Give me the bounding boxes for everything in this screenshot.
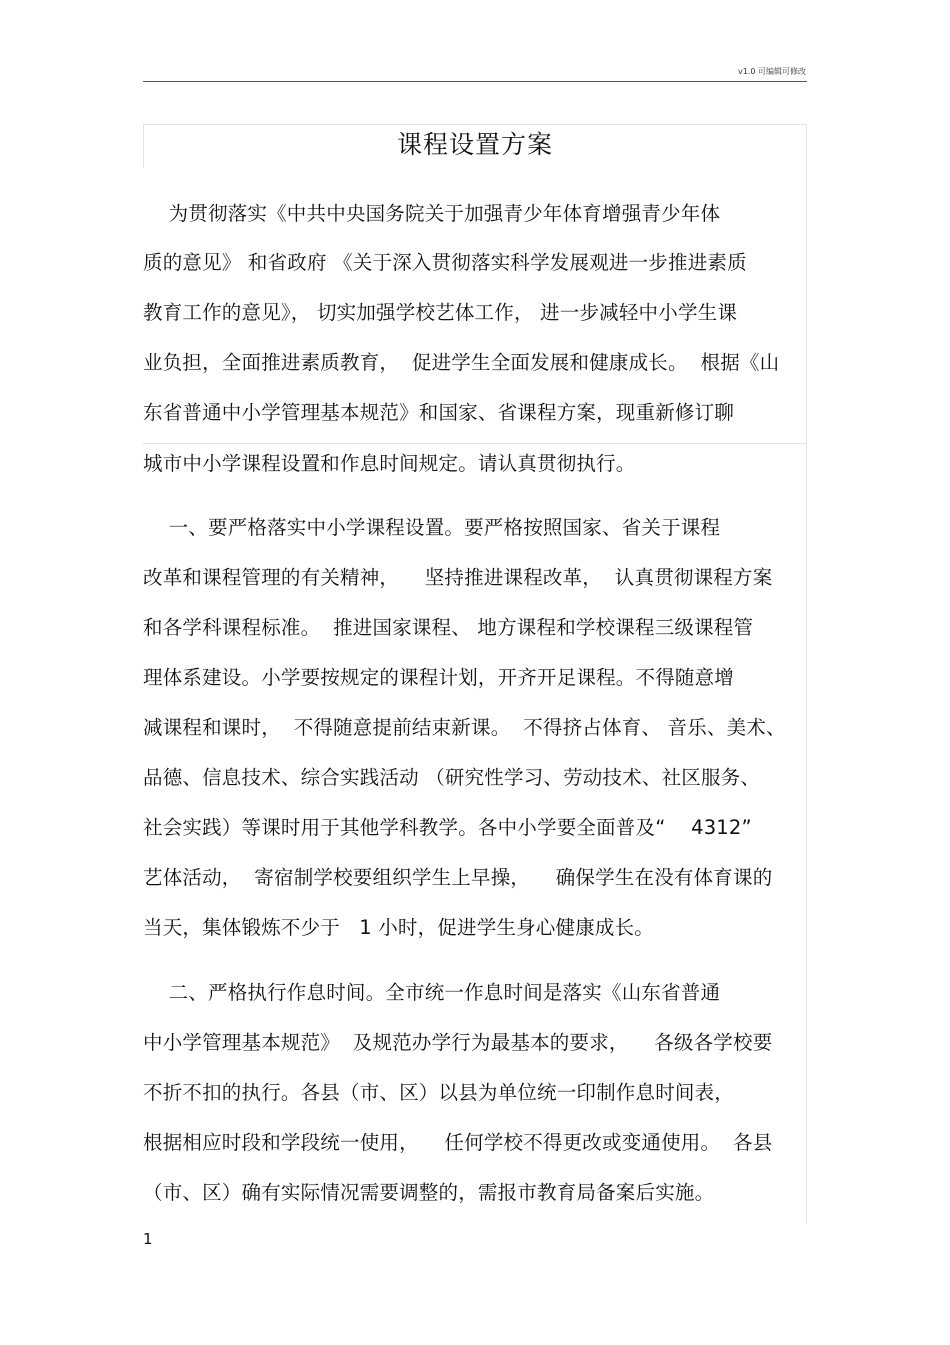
body-line: 品德、信息技术、综合实践活动 （研究性学习、劳动技术、社区服务、 (143, 766, 761, 789)
body-line: 一、要严格落实中小学课程设置。要严格按照国家、省关于课程 (143, 516, 721, 539)
body-line: 东省普通中小学管理基本规范》和国家、省课程方案，现重新修订聊 (143, 401, 735, 424)
body-line: 根据相应时段和学段统一使用， 任何学校不得更改或变通使用。 各县 (143, 1131, 773, 1154)
body-line: 改革和课程管理的有关精神， 坚持推进课程改革， 认真贯彻课程方案 (143, 566, 773, 589)
document-title: 课程设置方案 (396, 130, 553, 159)
body-line: 中小学管理基本规范》 及规范办学行为最基本的要求， 各级各学校要 (143, 1031, 773, 1054)
body-line: 不折不扣的执行。各县（市、区）以县为单位统一印制作息时间表， (143, 1081, 735, 1104)
body-line: 社会实践）等课时用于其他学科教学。各中小学要全面普及“ 4312” (143, 816, 752, 839)
body-line: 业负担，全面推进素质教育， 促进学生全面发展和健康成长。 根据《山 (143, 351, 780, 374)
body-line: 减课程和课时， 不得随意提前结束新课。 不得挤占体育、 音乐、美术、 (143, 716, 786, 739)
frame-line (143, 443, 807, 444)
body-line: 和各学科课程标准。 推进国家课程、 地方课程和学校课程三级课程管 (143, 616, 754, 639)
body-line: 当天，集体锻炼不少于 1 小时，促进学生身心健康成长。 (143, 916, 655, 939)
body-line: 教育工作的意见》， 切实加强学校艺体工作， 进一步减轻中小学生课 (143, 301, 738, 324)
body-line: 二、严格执行作息时间。全市统一作息时间是落实《山东省普通 (143, 981, 721, 1004)
frame-line (806, 124, 807, 1224)
body-line: （市、区）确有实际情况需要调整的，需报市教育局备案后实施。 (143, 1181, 715, 1204)
body-line: 城市中小学课程设置和作息时间规定。请认真贯彻执行。 (143, 452, 636, 475)
page-number: 1 (143, 1230, 153, 1248)
body-line: 艺体活动， 寄宿制学校要组织学生上早操， 确保学生在没有体育课的 (143, 866, 773, 889)
header-version-note: v1.0 可编辑可修改 (738, 67, 806, 76)
header-divider (143, 81, 807, 82)
body-line: 理体系建设。小学要按规定的课程计划，开齐开足课程。不得随意增 (143, 666, 735, 689)
body-line: 为贯彻落实《中共中央国务院关于加强青少年体育增强青少年体 (143, 202, 721, 225)
body-line: 质的意见》 和省政府 《关于深入贯彻落实科学发展观进一步推进素质 (143, 251, 747, 274)
